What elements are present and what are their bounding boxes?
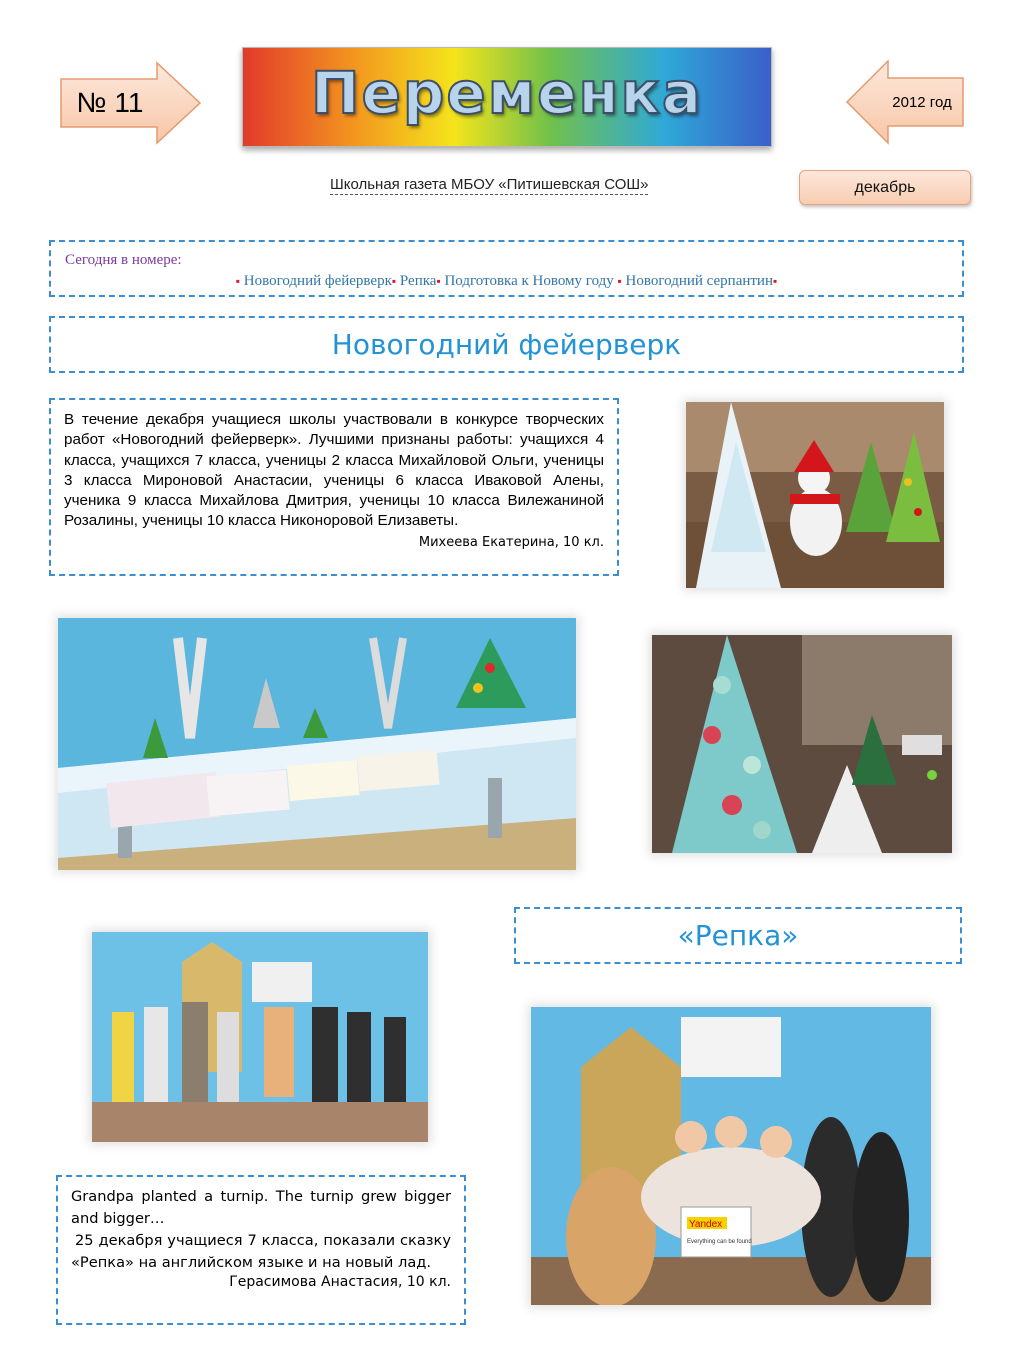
article-intro-english: Grandpa planted a turnip. The turnip grew bigger and bigger… [71, 1188, 451, 1227]
month-badge: декабрь [799, 170, 971, 205]
toc-item[interactable]: Новогодний серпантин [625, 273, 773, 289]
issue-number-badge [58, 60, 204, 146]
toc-item[interactable]: Новогодний фейерверк [243, 273, 392, 289]
section-heading-fireworks [49, 316, 964, 373]
bullet-icon: ▪ [391, 274, 397, 288]
article-author: Герасимова Анастасия, 10 кл. [229, 1274, 451, 1290]
toc-heading: Сегодня в номере: [65, 252, 182, 268]
article-author: Михеева Екатерина, 10 кл. [418, 534, 604, 550]
toc-list [51, 273, 962, 290]
article-body [71, 1186, 451, 1274]
newspaper-subtitle: Школьная газета МБОУ «Питишевская СОШ» [330, 176, 649, 193]
bullet-icon: ▪ [617, 274, 622, 288]
toc-item[interactable]: Подготовка к Новому году [444, 273, 614, 289]
photo-crafts-snowman [686, 402, 944, 588]
poster-subtext: Everything can be found [687, 1239, 752, 1245]
section-heading-repka [514, 907, 962, 964]
bullet-icon: ▪ [773, 274, 778, 288]
bullet-icon: ▪ [436, 274, 441, 288]
bullet-icon: ▪ [235, 274, 240, 288]
newspaper-title: Переменка [310, 59, 704, 127]
year-label: 2012 год [892, 93, 952, 111]
article-fireworks [49, 398, 619, 576]
article-text: 25 декабря учащиеся 7 класса, показали сказку «Репка» на английском языке и на новый лад. [71, 1232, 451, 1271]
photo-repka-cast [531, 1007, 931, 1305]
poster-logo: Yandex [689, 1219, 723, 1230]
article-repka [56, 1175, 466, 1325]
article-body: В течение декабря учащиеся школы участвовали в конкурсе творческих работ «Новогодний фейерверк». Лучшими признаны работы: учащихся 4 класса, учащихся 7 класса, ученицы 2 класса Михайловой Ольги, ученицы 3 класса Мироновой Анастасии, ученицы 6 класса Иваковой Алены, ученика 9 класса Михайлова Дмитрия, ученицы 10 класса Вилежаниной Розалины, ученицы 10 класса Никоноровой Елизаветы. [64, 411, 604, 530]
toc-item[interactable]: Репка [399, 273, 437, 289]
section-title: Новогодний фейерверк [331, 328, 682, 361]
photo-paper-trees [652, 635, 952, 853]
issue-number: № 11 [76, 87, 144, 118]
photo-performance-stage [92, 932, 428, 1142]
year-badge [844, 58, 966, 146]
masthead-banner [242, 47, 772, 147]
photo-exhibition-table [58, 618, 576, 870]
section-title: «Репка» [677, 919, 799, 952]
toc-box [49, 240, 964, 297]
